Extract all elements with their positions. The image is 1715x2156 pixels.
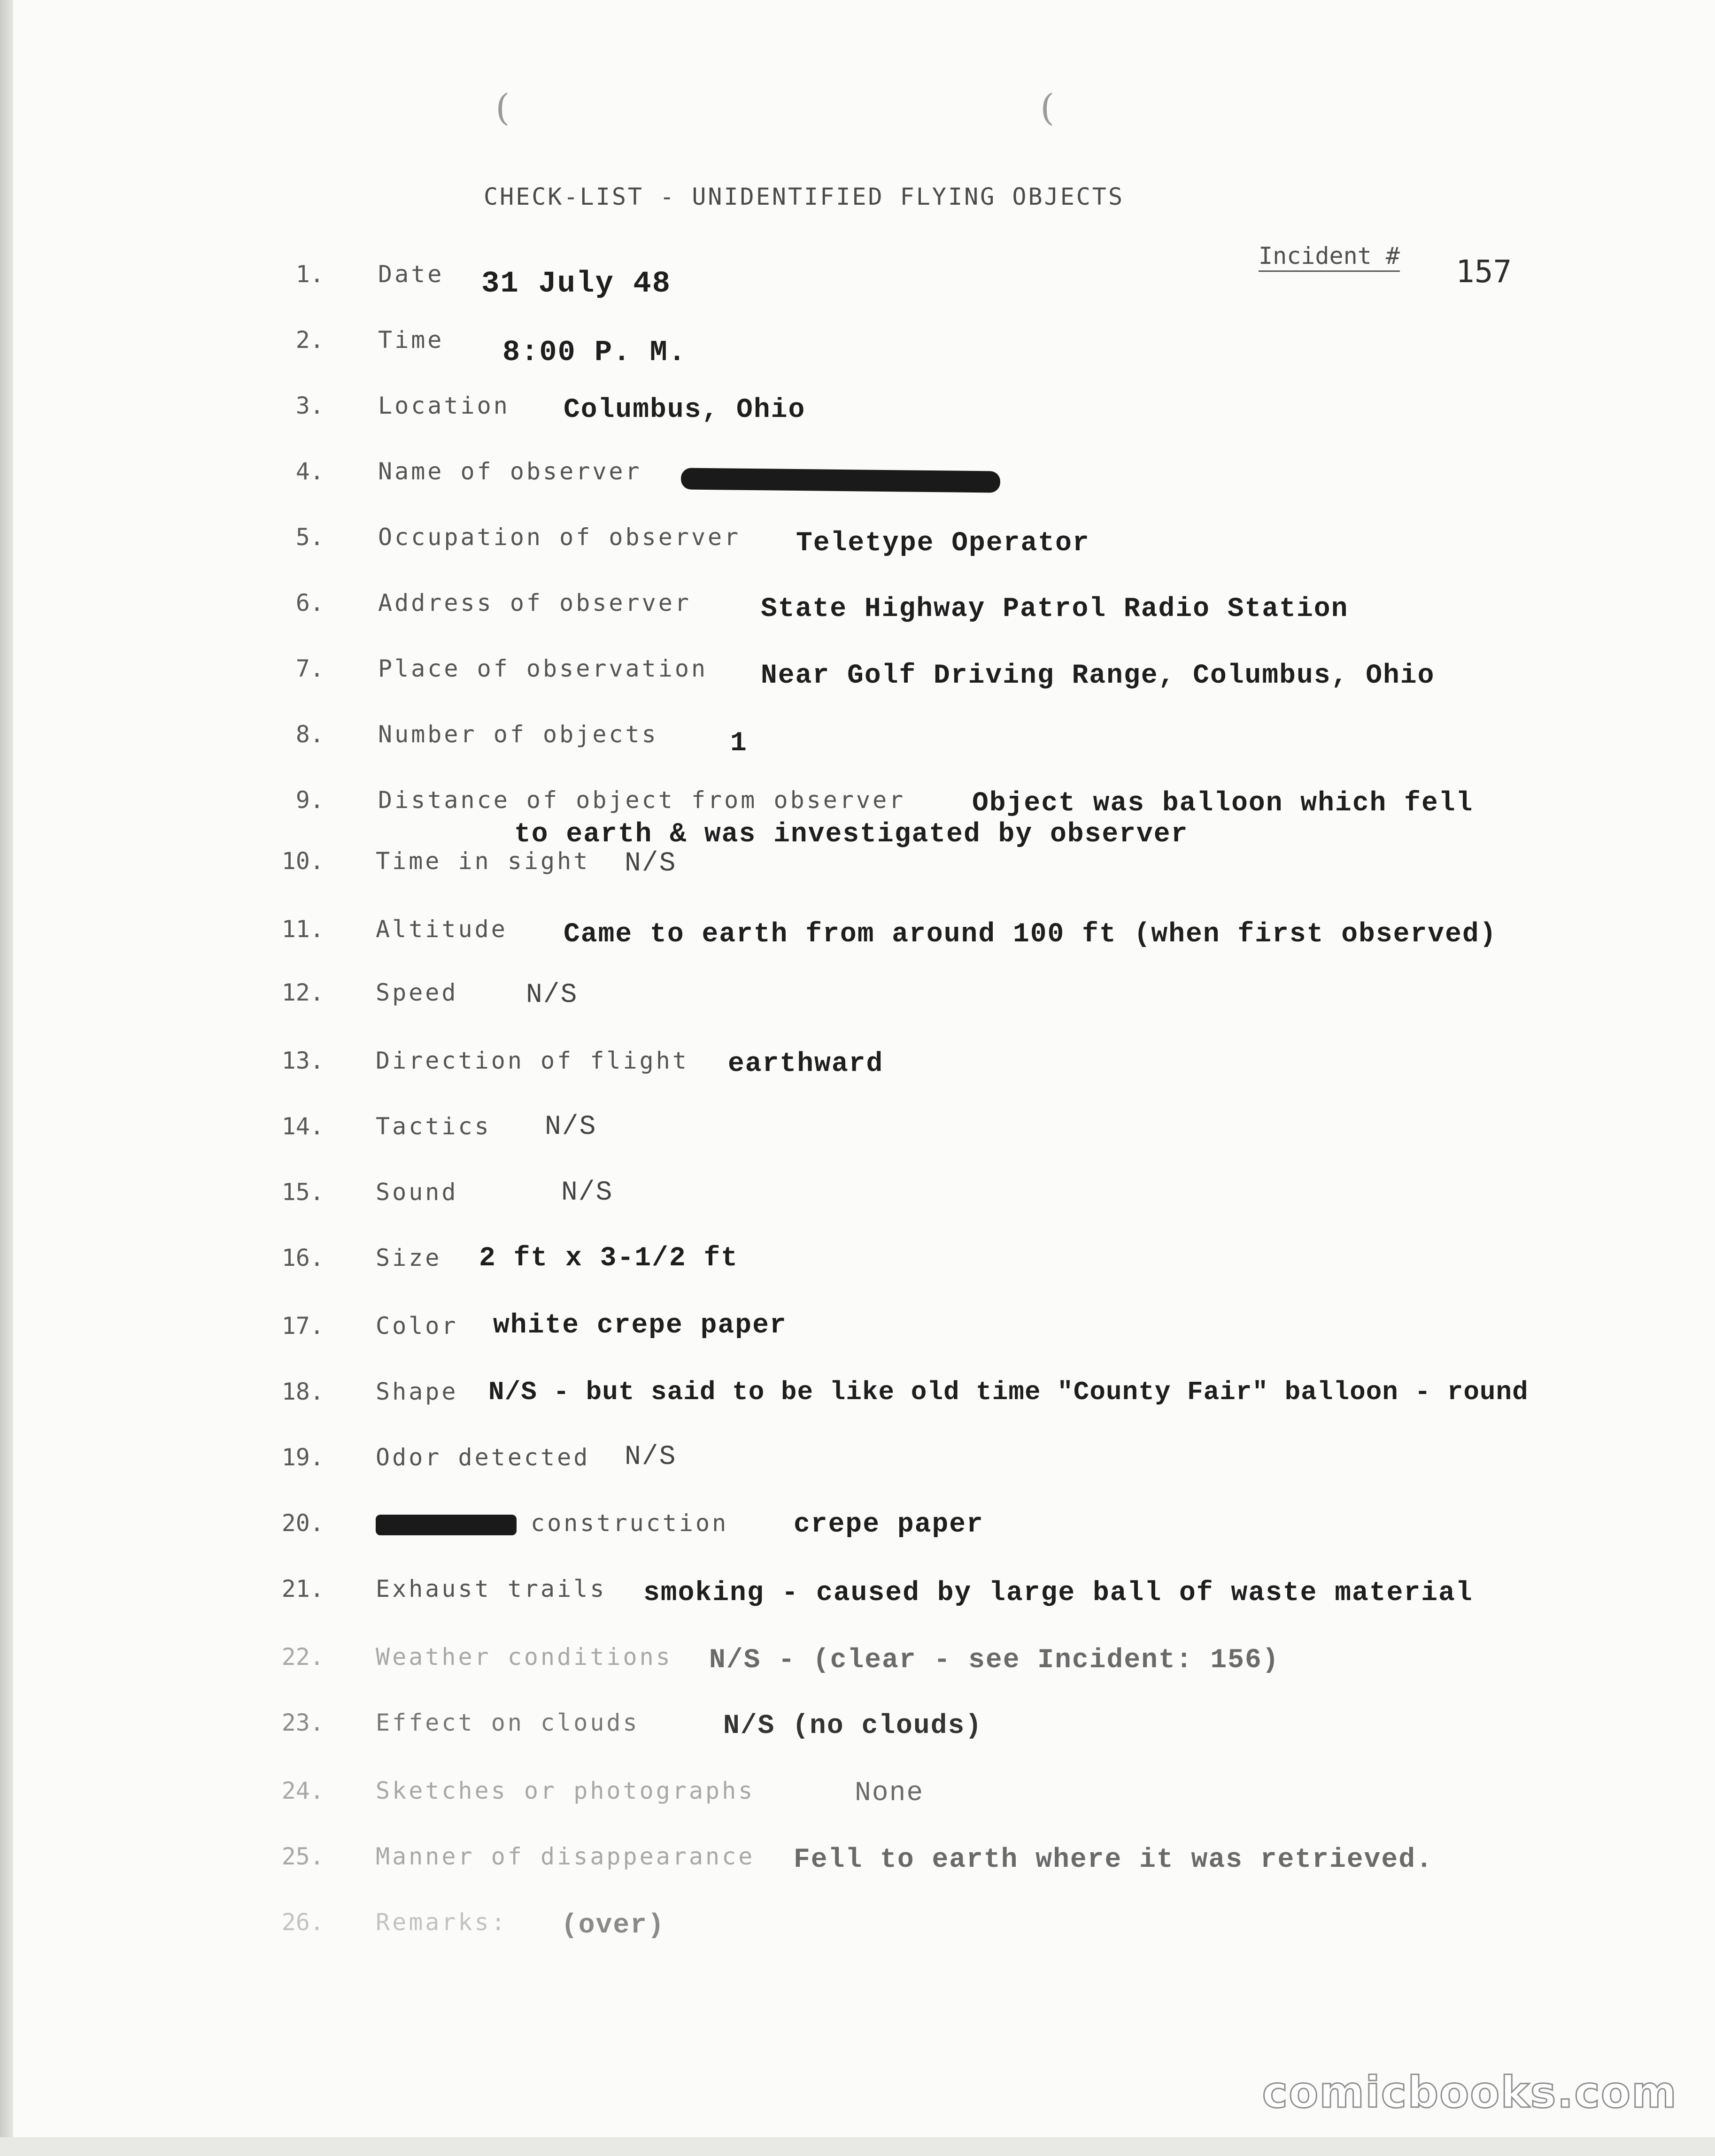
redaction-bar [681,468,1000,493]
item-value: N/S [545,1112,597,1142]
item-label: Manner of disappearance [376,1843,755,1870]
item-label: Exhaust trails [376,1575,607,1602]
item-value: 1 [730,728,748,759]
item-number: 18. [281,1378,324,1405]
item-value: 8:00 P. M. [502,336,687,369]
item-number: 16. [281,1244,324,1271]
item-label: Occupation of observer [378,524,741,551]
item-number: 2. [295,326,324,354]
punch-mark-left: ( [495,87,510,129]
item-number: 10. [281,847,324,875]
item-number: 8. [295,721,324,748]
item-label: Shape [376,1378,458,1405]
item-label: Remarks: [376,1909,508,1936]
item-label: Place of observation [378,655,708,682]
item-value: Columbus, Ohio [564,395,806,425]
item-value: State Highway Patrol Radio Station [761,594,1349,624]
item-label: Altitude [376,916,508,943]
item-label: Sketches or photographs [376,1777,755,1804]
item-label: Time [378,326,444,354]
item-label: Date [378,261,444,288]
item-label: Tactics [376,1113,491,1140]
item-value: N/S [625,848,677,879]
item-value: N/S [526,980,578,1010]
item-number: 15. [281,1178,324,1206]
watermark: comicbooks.com [1262,2067,1677,2118]
item-number: 25. [281,1843,324,1870]
item-number: 24. [281,1777,324,1804]
item-label: Odor detected [376,1444,590,1471]
item-value: N/S [625,1442,677,1472]
item-number: 14. [281,1113,324,1140]
document-title: CHECK-LIST - UNIDENTIFIED FLYING OBJECTS [484,183,1125,210]
item-label: Effect on clouds [376,1709,640,1736]
incident-label: Incident # [1259,242,1400,272]
item-label: Address of observer [378,589,691,616]
item-number: 1. [295,261,324,288]
item-value: Near Golf Driving Range, Columbus, Ohio [761,661,1435,691]
item-number: 4. [295,458,324,485]
punch-mark-right: ( [1040,87,1055,129]
item-number: 21. [281,1575,324,1602]
item-value: N/S - but said to be like old time "County Fair" balloon - round [488,1377,1529,1407]
item-number: 23. [281,1709,324,1736]
item-label: Color [376,1312,458,1340]
item-value: earthward [728,1049,884,1079]
strikeout-mark [376,1515,517,1535]
item-label: Sound [376,1178,458,1206]
item-number: 20. [281,1509,324,1537]
item-number: 22. [281,1643,324,1671]
item-value: 2 ft x 3-1/2 ft [479,1243,739,1274]
item-number: 5. [295,524,324,551]
incident-number: 157 [1456,254,1512,290]
item-value: smoking - caused by large ball of waste material [643,1578,1473,1609]
item-9-continuation: to earth & was investigated by observer [514,819,1189,850]
item-label: Time in sight [376,847,590,875]
item-label: construction [376,1509,728,1537]
item-value: (over) [561,1910,665,1941]
scan-edge [0,0,13,2156]
item-number: 9. [295,786,324,814]
item-number: 3. [295,392,324,419]
item-value: N/S (no clouds) [723,1711,983,1741]
item-value: N/S [561,1178,613,1208]
item-label: Location [378,392,510,419]
item-value: None [855,1778,924,1809]
item-label: Name of observer [378,458,642,485]
item-value: crepe paper [794,1509,984,1540]
item-label: Size [376,1244,442,1271]
item-number: 13. [281,1047,324,1074]
item-number: 19. [281,1444,324,1471]
item-value: 31 July 48 [481,267,672,301]
item-value: white crepe paper [493,1310,787,1341]
item-label: Number of objects [378,721,658,748]
item-number: 7. [295,655,324,682]
item-number: 6. [295,589,324,616]
item-value: Came to earth from around 100 ft (when first observed) [564,919,1497,950]
item-label: Direction of flight [376,1047,689,1074]
item-number: 26. [281,1909,324,1936]
item-value: Teletype Operator [796,528,1090,559]
item-label: Distance of object from observer [378,786,906,814]
item-value: Object was balloon which fell [972,788,1474,819]
item-number: 12. [281,979,324,1006]
item-value: Fell to earth where it was retrieved. [794,1845,1433,1875]
item-label: Weather conditions [376,1643,672,1671]
scan-bottom-strip [0,2137,1715,2156]
item-value: N/S - (clear - see Incident: 156) [709,1645,1280,1676]
item-label: Speed [376,979,458,1006]
item-number: 11. [281,916,324,943]
item-number: 17. [281,1312,324,1340]
